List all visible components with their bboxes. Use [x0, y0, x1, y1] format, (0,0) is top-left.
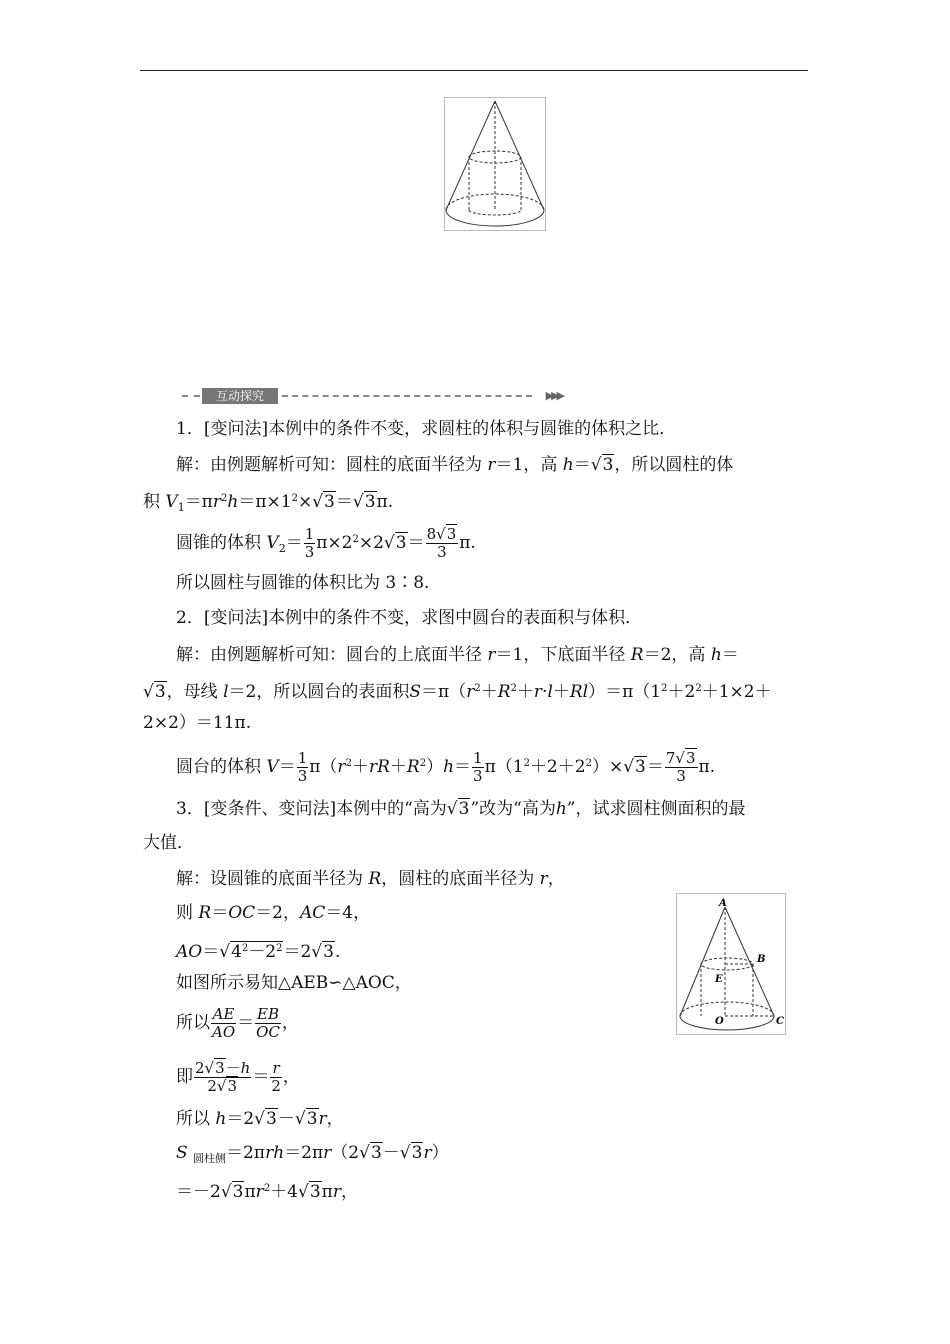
label-B: B: [757, 954, 766, 965]
q3-given: 则 R＝OC＝2，AC＝4，: [176, 903, 371, 923]
cone-cylinder-figure: [444, 97, 546, 231]
q1-heading: 1．[变问法]本例中的条件不变，求圆柱的体积与圆锥的体积之比．: [176, 419, 677, 439]
q3-h-expr: 所以 h＝2√3－√3r，: [176, 1109, 344, 1129]
q2-solution-line1: 解：由例题解析可知：圆台的上底面半径 r＝1，下底面半径 R＝2，高 h＝: [176, 645, 739, 665]
q1-ratio: 所以圆柱与圆锥的体积比为 3∶8.: [176, 573, 430, 593]
q1-solution-line1: 解：由例题解析可知：圆柱的底面半径为 r＝1，高 h＝√3，所以圆柱的体: [176, 455, 734, 475]
q2-heading: 2．[变问法]本例中的条件不变，求图中圆台的表面积与体积．: [176, 608, 643, 628]
section-banner: 互动探究 ▶▶▶: [182, 388, 562, 404]
q3-similar: 如图所示易知△AEB∽△AOC，: [176, 973, 412, 993]
q3-lateral-area: S $_{圆柱侧}$＝2πrh＝2πr（2√3－√3r）: [176, 1143, 449, 1165]
q3-proportion: 所以 $\frac{AE}{AO}$ ＝ $\frac{EB}{OC}$ ，: [176, 1005, 299, 1041]
q2-solution-line2: √3，母线 l＝2，所以圆台的表面积$S=\pi(r^2+R^2+r\cdot l+Rl)=\pi(1^2+2^2+1\times 2+$: [143, 682, 772, 702]
q1-cone-volume: 圆锥的体积 $V_2=$ $\frac{1}{3}$ $\pi\times 2^2\times 2√3=$ $\frac{8√3}{3}$ π.: [176, 525, 476, 561]
q2-solution-line3: 2×2）＝11π.: [143, 713, 252, 733]
header-rule: [140, 70, 808, 71]
banner-label: 互动探究: [202, 388, 278, 404]
q3-ratio-eq: 即 $\frac{2√3-h}{2√3}$ ＝ $\frac{r}{2}$ ，: [176, 1059, 300, 1095]
q3-ao: $AO=√4^2-2^2=2√3$.: [176, 942, 341, 962]
q3-lateral-area-2: $=-2√3\pi r^2+4√3\pi r$，: [176, 1182, 358, 1202]
label-C: C: [776, 1016, 784, 1027]
q2-volume: 圆台的体积 V＝ $\frac{1}{3}$ $\pi(r^2+rR+R^2)h=$ $\frac{1}{3}$ $\pi(1^2+2+2^2)\times√3=$ $\frac{7√3}{3}$ π.: [176, 749, 716, 785]
labeled-cone-figure: [676, 893, 786, 1035]
q1-solution-line2: 积 $V_1=\pi r^2h=\pi\times 1^2\times√3=√3\pi$.: [143, 492, 394, 514]
label-E: E: [715, 974, 723, 985]
q3-heading-line1: 3．[变条件、变问法]本例中的“高为√3”改为“高为h”，试求圆柱侧面积的最: [176, 799, 746, 819]
q3-solution-line1: 解：设圆锥的底面半径为 R，圆柱的底面半径为 r，: [176, 869, 565, 889]
label-O: O: [715, 1016, 724, 1027]
q3-heading-line2: 大值．: [143, 833, 194, 853]
label-A: A: [719, 898, 727, 909]
